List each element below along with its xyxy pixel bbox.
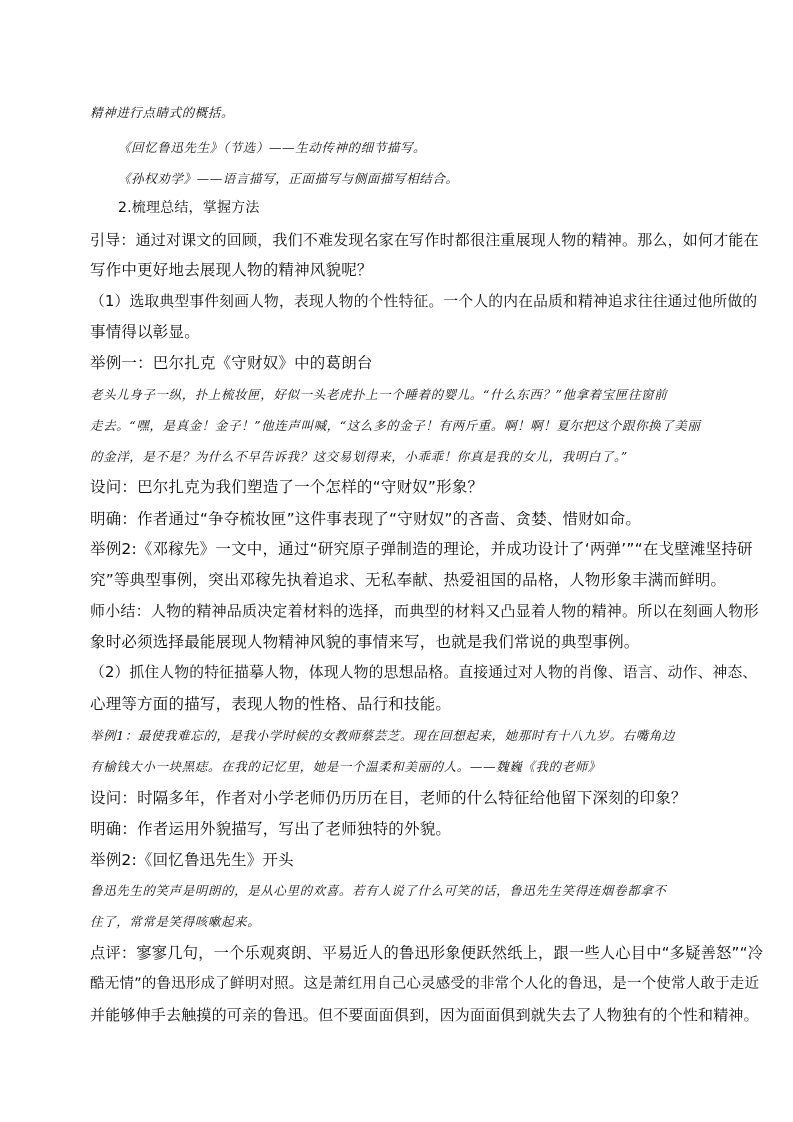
text-line: 引导：通过对课文的回顾，我们不难发现名家在写作时都很注重展现人物的精神。那么，如何才能在: [90, 231, 759, 249]
section-heading: 2.梳理总结，掌握方法: [118, 200, 260, 216]
text-line: （1）选取典型事件刻画人物，表现人物的个性特征。一个人的内在品质和精神追求往往通过他所做的: [90, 293, 758, 310]
quote-line: 有榆钱大小一块黑痣。在我的记忆里，她是一个温柔和美丽的人。——魏巍《我的老师》: [90, 759, 601, 774]
text-line: 举例一：巴尔扎克《守财奴》中的葛朗台: [90, 354, 373, 372]
text-line: 事情得以彰显。: [90, 323, 200, 341]
text-line: 设问：巴尔扎克为我们塑造了一个怎样的“守财奴”形象？: [90, 478, 484, 496]
quote-line: 老头儿身子一纵，扑上梳妆匣，好似一头老虎扑上一个睡着的婴儿。“什么东西？”他拿着宝匣往窗前: [90, 387, 668, 402]
text-line: 精神进行点睛式的概括。: [90, 105, 235, 120]
text-line: 《回忆鲁迅先生》（节选）——生动传神的细节描写。: [118, 140, 427, 155]
text-line: 究”等典型事例，突出邓稼先执着追求、无私奉献、热爱祖国的品格，人物形象丰满而鲜明。: [90, 571, 727, 589]
text-line: 明确：作者通过“争夺梳妆匣”这件事表现了“守财奴”的吝啬、贪婪、惜财如命。: [90, 510, 642, 528]
text-line: 并能够伸手去触摸的可亲的鲁迅。但不要面面俱到，因为面面俱到就失去了人物独有的个性和精神。: [90, 1006, 759, 1024]
text-line: 举例2:《邓稼先》一文中，通过“研究原子弹制造的理论，并成功设计了‘两弹’”“在戈壁滩坚持研: [90, 540, 753, 558]
text-line: 酷无情”的鲁迅形成了鲜明对照。这是萧红用自己心灵感受的非常个人化的鲁迅，是一个使常人敢于走近: [90, 976, 760, 992]
text-line: 举例2:《回忆鲁迅先生》开头: [90, 851, 294, 869]
quote-line: 住了，常常是笑得咳嗽起来。: [90, 914, 261, 929]
text-line: 设问：时隔多年，作者对小学老师仍历历在目，老师的什么特征给他留下深刻的印象？: [90, 789, 687, 807]
text-line: （2）抓住人物的特征描摹人物，体现人物的思想品格。直接通过对人物的肖像、语言、动作、神态、: [90, 664, 758, 681]
text-line: 明确：作者运用外貌描写，写出了老师独特的外貌。: [90, 820, 452, 838]
text-line: 师小结：人物的精神品质决定着材料的选择，而典型的材料又凸显着人物的精神。所以在刻画人物形: [90, 602, 759, 620]
text-line: 心理等方面的描写，表现人物的性格、品行和技能。: [90, 695, 452, 713]
text-line: 写作中更好地去展现人物的精神风貌呢？: [90, 261, 373, 279]
text-line: 象时必须选择最能展现人物精神风貌的事情来写，也就是我们常说的典型事例。: [90, 633, 640, 651]
quote-line: 走去。“嘿，是真金！金子！”他连声叫喊，“这么多的金子！有两斤重。啊！啊！夏尔把这个跟你换了美丽: [90, 418, 701, 433]
quote-line: 鲁迅先生的笑声是明朗的，是从心里的欢喜。若有人说了什么可笑的话，鲁迅先生笑得连烟卷都拿不: [90, 883, 667, 898]
quote-line: 举例1：最使我难忘的，是我小学时候的女教师蔡芸芝。现在回想起来，她那时有十八九岁。右嘴角边: [90, 728, 675, 743]
quote-line: 的金洋，是不是？为什么不早告诉我？这交易划得来，小乖乖！你真是我的女儿，我明白了。”: [90, 449, 628, 464]
text-line: 《孙权劝学》——语言描写，正面描写与侧面描写相结合。: [118, 171, 459, 186]
text-line: 点评：寥寥几句，一个乐观爽朗、平易近人的鲁迅形象便跃然纸上，跟一些人心目中“多疑善怒”“冷: [90, 944, 764, 962]
